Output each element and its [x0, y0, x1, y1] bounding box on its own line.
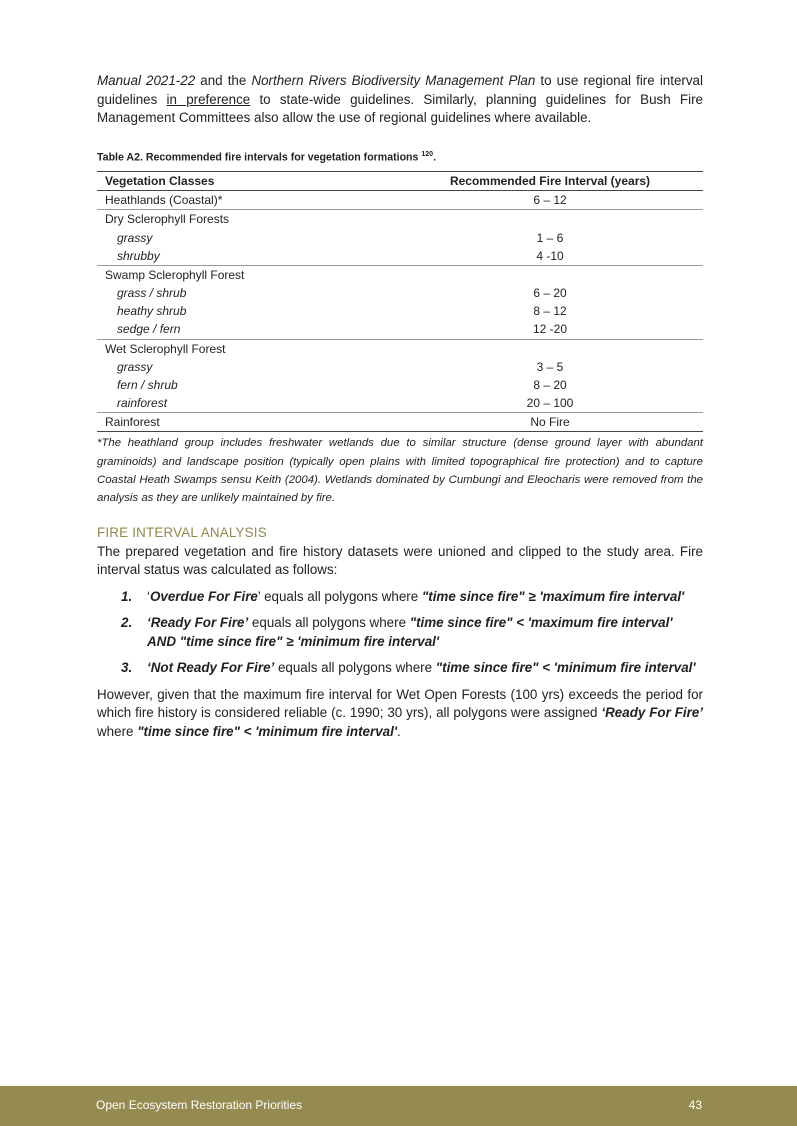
p2-condition: "time since fire" < 'minimum fire interval' [137, 723, 398, 739]
table-row [97, 320, 703, 339]
table-row [97, 228, 703, 246]
row-label: Dry Sclerophyll Forests [97, 210, 397, 229]
table-row [97, 339, 703, 358]
section-heading: FIRE INTERVAL ANALYSIS [97, 524, 267, 540]
table-header-row [97, 172, 703, 191]
row-label: Rainforest [97, 413, 397, 432]
item-term: Overdue For Fire [149, 588, 258, 604]
row-value: 12 -20 [532, 322, 568, 337]
row-value: 8 – 12 [533, 304, 567, 319]
row-value: 6 – 20 [533, 286, 567, 301]
row-label: fern / shrub [117, 378, 178, 392]
row-label: shrubby [117, 248, 160, 263]
row-label: rainforest [117, 396, 168, 411]
table-row [97, 191, 703, 210]
intro-t5: in preference [166, 91, 251, 107]
page-number: 43 [688, 1098, 702, 1112]
table-row [97, 413, 703, 432]
row-label: Heathlands (Coastal)* [105, 193, 223, 208]
intro-t6: to state-wide guidelines. Similarly, planning guidelines for Bush Fire Management Committees also allow the use of regional guidelines where available. [97, 91, 703, 125]
row-value: 6 – 12 [533, 193, 567, 208]
item-condition: "time since fire" < 'minimum fire interval' [435, 660, 696, 676]
fire-interval-table [97, 171, 703, 432]
row-label: grassy [117, 230, 153, 245]
item-text: equals all polygons where [274, 660, 436, 676]
row-label: grassy [117, 359, 153, 374]
table-footnote: *The heathland group includes freshwater wetlands due to similar structure (dense ground layer with abundant graminoids) and landscape position (typically open plains with limited topographical fire protection) and to capture Coastal Heath Swamps sensu Keith (2004). Wetlands dominated by Cumbungi and Eleocharis were removed from the analysis as they are unlikely maintained by fire. [97, 437, 703, 505]
row-value [397, 210, 703, 229]
section-paragraph-2 [97, 686, 703, 742]
list-number: 3. [121, 660, 133, 676]
row-label: sedge / fern [117, 322, 181, 337]
p2-text-a: However, given that the maximum fire interval for Wet Open Forests (100 yrs) exceeds the period for which fire history is considered reliable (c. 1990; 30 yrs), all polygons were assigned [97, 686, 703, 721]
page-footer [0, 1086, 797, 1126]
p2-term: ‘Ready For Fire’ [601, 705, 704, 721]
item-condition: "time since fire" ≥ 'maximum fire interval' [421, 588, 685, 604]
footer-title: Open Ecosystem Restoration Priorities [96, 1098, 303, 1112]
intro-t1: Manual 2021-22 [97, 73, 196, 88]
list-number: 2. [121, 615, 133, 631]
item-text: equals all polygons where [248, 615, 410, 631]
item-term: ‘Not Ready For Fire’ [147, 660, 275, 676]
row-value: 1 – 6 [536, 230, 564, 245]
row-label: heathy shrub [117, 304, 187, 319]
intro-t2: and the [195, 73, 252, 88]
table-row [97, 358, 703, 376]
header-vegetation-classes: Vegetation Classes [97, 172, 397, 191]
intro-t3: Northern Rivers Biodiversity Management Plan [251, 73, 536, 88]
table-row [97, 376, 703, 394]
item-term: ‘Ready For Fire’ [147, 615, 249, 631]
caption-end: . [433, 151, 437, 164]
item-text: ’ equals all polygons where [257, 588, 422, 604]
row-value: 4 -10 [536, 248, 564, 263]
intro-t4: to use regional fire interval guidelines [97, 73, 703, 107]
section-paragraph-1: The prepared vegetation and fire history datasets were unioned and clipped to the study area. Fire interval status was calculated as follows: [97, 543, 703, 578]
row-value: 8 – 20 [533, 378, 567, 392]
row-value: 3 – 5 [536, 359, 564, 374]
p2-end: . [397, 723, 401, 739]
table-caption [97, 151, 703, 164]
row-label: Wet Sclerophyll Forest [97, 339, 397, 358]
row-value [397, 265, 703, 284]
item-condition: "time since fire" < 'maximum fire interval' AND "time since fire" ≥ 'minimum fire interval' [147, 615, 673, 649]
list-item [97, 588, 703, 607]
caption-text: Table A2. Recommended fire intervals for vegetation formations [97, 151, 419, 164]
table-row [97, 394, 703, 413]
caption-ref: 120 [421, 150, 434, 158]
row-value [397, 339, 703, 358]
table-row [97, 247, 703, 266]
item-prefix: ‘ [147, 588, 150, 604]
list-item [97, 659, 703, 678]
row-value: No Fire [397, 413, 703, 432]
list-item [97, 614, 703, 651]
table-row [97, 284, 703, 302]
row-label: Swamp Sclerophyll Forest [97, 265, 397, 284]
table-row [97, 265, 703, 284]
fire-status-list [97, 588, 703, 678]
header-fire-interval: Recommended Fire Interval (years) [397, 172, 703, 191]
intro-paragraph [97, 72, 703, 128]
page-content [97, 72, 703, 741]
list-number: 1. [121, 588, 133, 604]
p2-text-c: where [97, 723, 138, 739]
row-label: grass / shrub [117, 286, 187, 301]
row-value: 20 – 100 [526, 396, 574, 411]
table-row [97, 302, 703, 320]
table-row [97, 210, 703, 229]
